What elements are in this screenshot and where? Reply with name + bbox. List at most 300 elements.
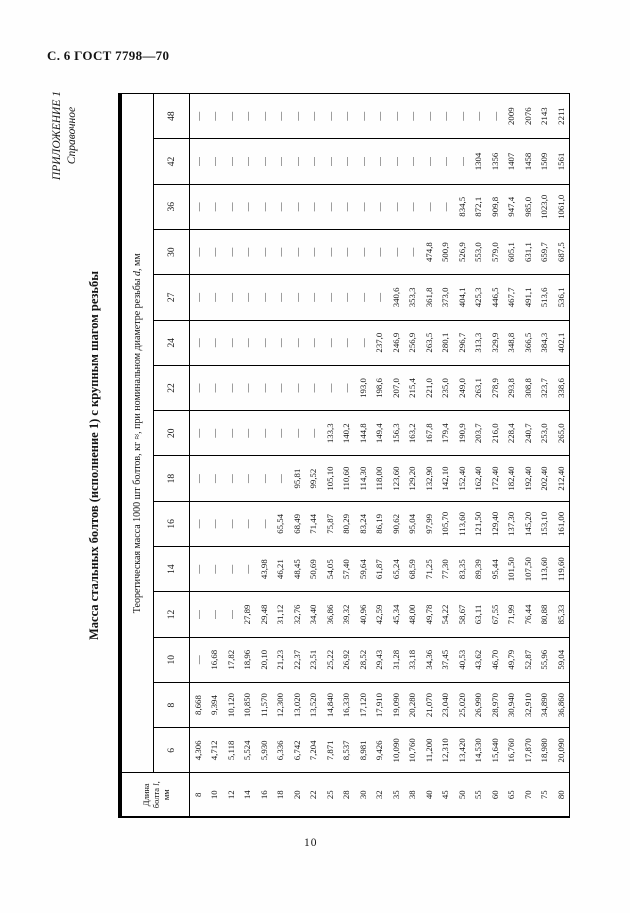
table-row [371, 94, 388, 818]
diameter-header-cell: 18 [154, 456, 190, 501]
mass-cell: 39,32 [338, 592, 355, 637]
mass-cell: 43,62 [470, 637, 487, 682]
mass-cell: 10,850 [239, 682, 256, 727]
mass-cell: 687,5 [553, 229, 570, 274]
mass-cell: 40,53 [454, 637, 471, 682]
diameter-header-cell: 16 [154, 501, 190, 546]
mass-cell: 119,60 [553, 547, 570, 592]
mass-cell: — [355, 184, 372, 229]
corner-line1: Длина [140, 783, 151, 807]
mass-cell: 129,20 [404, 456, 421, 501]
mass-cell: 192,40 [520, 456, 537, 501]
mass-cell: 216,0 [487, 411, 504, 456]
mass-cell: — [289, 320, 306, 365]
table-row [239, 94, 256, 818]
mass-cell: — [272, 411, 289, 456]
mass-cell: 133,3 [322, 411, 339, 456]
mass-cell: — [454, 139, 471, 184]
mass-cell: — [388, 184, 405, 229]
mass-cell: 373,0 [437, 275, 454, 320]
mass-cell: 474,8 [421, 229, 438, 274]
page-header: С. 6 ГОСТ 7798—70 [47, 48, 170, 63]
mass-cell: 20,090 [553, 728, 570, 773]
mass-cell: 23,51 [305, 637, 322, 682]
mass-cell: 4,306 [190, 728, 207, 773]
mass-cell: — [388, 94, 405, 139]
mass-cell: 95,81 [289, 456, 306, 501]
table-row [503, 94, 520, 818]
mass-cell: — [355, 94, 372, 139]
mass-cell: — [355, 275, 372, 320]
mass-cell: 366,5 [520, 320, 537, 365]
mass-cell: 179,4 [437, 411, 454, 456]
mass-cell: — [338, 139, 355, 184]
mass-cell: 156,3 [388, 411, 405, 456]
mass-cell: 909,8 [487, 184, 504, 229]
mass-cell: 26,990 [470, 682, 487, 727]
mass-cell: 90,62 [388, 501, 405, 546]
table-row [388, 94, 405, 818]
mass-cell: 22,37 [289, 637, 306, 682]
table-row [338, 94, 355, 818]
mass-cell: 10,120 [223, 682, 240, 727]
mass-cell: 59,04 [553, 637, 570, 682]
mass-cell: 23,040 [437, 682, 454, 727]
mass-cell: — [355, 139, 372, 184]
mass-cell: — [437, 94, 454, 139]
mass-cell: 97,99 [421, 501, 438, 546]
mass-cell: 71,25 [421, 547, 438, 592]
mass-cell: 18,980 [536, 728, 553, 773]
table-row [454, 94, 471, 818]
mass-cell: 152,40 [454, 456, 471, 501]
mass-cell: — [190, 94, 207, 139]
mass-cell: 123,60 [388, 456, 405, 501]
mass-cell: 425,3 [470, 275, 487, 320]
mass-cell: — [206, 184, 223, 229]
mass-cell: 14,840 [322, 682, 339, 727]
mass-cell: — [289, 184, 306, 229]
mass-cell: 49,78 [421, 592, 438, 637]
mass-cell: 5,524 [239, 728, 256, 773]
mass-cell: — [338, 365, 355, 410]
mass-cell: 293,8 [503, 365, 520, 410]
mass-cell: 190,9 [454, 411, 471, 456]
mass-cell: 1061,0 [553, 184, 570, 229]
length-cell: 80 [553, 773, 570, 817]
mass-cell: — [487, 94, 504, 139]
mass-cell: 16,760 [503, 728, 520, 773]
mass-cell: — [190, 139, 207, 184]
mass-cell: 36,86 [322, 592, 339, 637]
mass-cell: — [256, 94, 273, 139]
mass-cell: — [223, 456, 240, 501]
mass-cell: — [305, 229, 322, 274]
mass-cell: 5,930 [256, 728, 273, 773]
mass-cell: 61,87 [371, 547, 388, 592]
mass-cell: — [206, 592, 223, 637]
mass-cell: 240,7 [520, 411, 537, 456]
mass-cell: — [289, 139, 306, 184]
mass-cell: — [421, 184, 438, 229]
mass-cell: 467,7 [503, 275, 520, 320]
mass-cell: — [272, 365, 289, 410]
table-row [223, 94, 240, 818]
diameter-header-cell: 8 [154, 682, 190, 727]
mass-cell: — [371, 229, 388, 274]
mass-cell: — [470, 94, 487, 139]
mass-cell: 17,120 [355, 682, 372, 727]
table-row [536, 94, 553, 818]
mass-cell: 33,18 [404, 637, 421, 682]
mass-cell: — [355, 320, 372, 365]
mass-cell: — [338, 229, 355, 274]
mass-cell: — [289, 229, 306, 274]
mass-cell: 37,45 [437, 637, 454, 682]
mass-cell: — [289, 365, 306, 410]
mass-cell: 28,52 [355, 637, 372, 682]
mass-cell: 215,4 [404, 365, 421, 410]
mass-cell: 237,0 [371, 320, 388, 365]
span-header-var-d: d [132, 270, 143, 276]
mass-cell: — [305, 184, 322, 229]
mass-cell: 21,070 [421, 682, 438, 727]
mass-cell: 101,50 [503, 547, 520, 592]
mass-cell: 323,7 [536, 365, 553, 410]
mass-cell: 353,3 [404, 275, 421, 320]
mass-cell: — [289, 275, 306, 320]
mass-cell: 10,090 [388, 728, 405, 773]
mass-cell: — [289, 94, 306, 139]
mass-cell: 256,9 [404, 320, 421, 365]
mass-cell: 48,00 [404, 592, 421, 637]
length-cell: 10 [206, 773, 223, 817]
mass-cell: 14,530 [470, 728, 487, 773]
mass-cell: 526,9 [454, 229, 471, 274]
mass-cell: 71,44 [305, 501, 322, 546]
mass-cell: 18,96 [239, 637, 256, 682]
mass-cell: 65,24 [388, 547, 405, 592]
mass-cell: — [223, 501, 240, 546]
mass-cell: — [206, 411, 223, 456]
mass-cell: 68,59 [404, 547, 421, 592]
header-row-diameters [154, 94, 190, 818]
mass-cell: 8,668 [190, 682, 207, 727]
mass-cell: — [388, 139, 405, 184]
mass-cell: 384,3 [536, 320, 553, 365]
mass-cell: 338,6 [553, 365, 570, 410]
mass-cell: 85,33 [553, 592, 570, 637]
appendix-label [50, 91, 80, 180]
mass-cell: — [322, 139, 339, 184]
mass-cell: — [190, 229, 207, 274]
mass-cell: — [338, 94, 355, 139]
mass-cell: — [190, 320, 207, 365]
mass-cell: 348,8 [503, 320, 520, 365]
mass-cell: 13,420 [454, 728, 471, 773]
appendix-line2: Справочное [66, 106, 78, 165]
mass-cell: 55,96 [536, 637, 553, 682]
mass-cell: — [239, 184, 256, 229]
mass-cell: 193,0 [355, 365, 372, 410]
mass-cell: 34,890 [536, 682, 553, 727]
mass-cell: 536,1 [553, 275, 570, 320]
mass-cell: — [239, 320, 256, 365]
mass-cell: 1356 [487, 139, 504, 184]
mass-cell: 17,910 [371, 682, 388, 727]
mass-cell: — [239, 94, 256, 139]
mass-cell: — [239, 501, 256, 546]
diameter-header-cell: 42 [154, 139, 190, 184]
span-header-mass [120, 94, 154, 774]
mass-cell: 45,34 [388, 592, 405, 637]
mass-cell: 110,60 [338, 456, 355, 501]
mass-cell: 129,40 [487, 501, 504, 546]
mass-cell: — [272, 320, 289, 365]
mass-cell: — [256, 411, 273, 456]
mass-cell: — [190, 456, 207, 501]
mass-cell: 27,89 [239, 592, 256, 637]
mass-cell: 121,50 [470, 501, 487, 546]
mass-cell: 8,537 [338, 728, 355, 773]
mass-cell: 340,6 [388, 275, 405, 320]
mass-cell: 605,1 [503, 229, 520, 274]
mass-cell: — [190, 592, 207, 637]
mass-cell: 1509 [536, 139, 553, 184]
mass-cell: — [190, 184, 207, 229]
mass-cell: 947,4 [503, 184, 520, 229]
length-cell: 35 [388, 773, 405, 817]
mass-cell: — [223, 184, 240, 229]
mass-cell: — [305, 411, 322, 456]
mass-cell: — [305, 139, 322, 184]
mass-cell: 1304 [470, 139, 487, 184]
mass-cell: 58,67 [454, 592, 471, 637]
mass-cell: — [305, 365, 322, 410]
mass-cell: 20,280 [404, 682, 421, 727]
mass-cell: 167,8 [421, 411, 438, 456]
table-row [437, 94, 454, 818]
mass-cell: 228,4 [503, 411, 520, 456]
mass-cell: 153,10 [536, 501, 553, 546]
mass-cell: 162,40 [470, 456, 487, 501]
mass-cell: 9,426 [371, 728, 388, 773]
mass-cell: — [239, 365, 256, 410]
mass-cell: — [272, 94, 289, 139]
mass-cell: — [322, 229, 339, 274]
mass-cell: 296,7 [454, 320, 471, 365]
mass-cell: 361,8 [421, 275, 438, 320]
mass-cell: — [338, 275, 355, 320]
mass-cell: — [206, 229, 223, 274]
mass-cell: 172,40 [487, 456, 504, 501]
mass-cell: 132,90 [421, 456, 438, 501]
mass-cell: — [223, 365, 240, 410]
mass-cell: — [239, 275, 256, 320]
mass-cell: 34,36 [421, 637, 438, 682]
mass-cell: 404,1 [454, 275, 471, 320]
mass-cell: — [256, 501, 273, 546]
mass-cell: 40,96 [355, 592, 372, 637]
mass-cell: 76,44 [520, 592, 537, 637]
mass-cell: — [223, 320, 240, 365]
mass-cell: 11,570 [256, 682, 273, 727]
mass-cell: 17,82 [223, 637, 240, 682]
mass-cell: 36,860 [553, 682, 570, 727]
length-cell: 8 [190, 773, 207, 817]
mass-cell: 86,19 [371, 501, 388, 546]
mass-cell: — [404, 229, 421, 274]
mass-cell: — [206, 456, 223, 501]
mass-cell: 1561 [553, 139, 570, 184]
mass-cell: 144,8 [355, 411, 372, 456]
table-row [305, 94, 322, 818]
mass-cell: 446,5 [487, 275, 504, 320]
bolt-mass-table [118, 93, 570, 818]
mass-cell: — [272, 229, 289, 274]
mass-cell: — [206, 320, 223, 365]
diameter-header-cell: 24 [154, 320, 190, 365]
mass-cell: — [223, 229, 240, 274]
length-cell: 55 [470, 773, 487, 817]
mass-cell: 46,21 [272, 547, 289, 592]
mass-cell: 253,0 [536, 411, 553, 456]
corner-line2b: , [150, 781, 161, 784]
diameter-header-cell: 48 [154, 94, 190, 139]
mass-cell: — [256, 275, 273, 320]
mass-cell: 63,11 [470, 592, 487, 637]
page-number: 10 [304, 837, 318, 849]
mass-cell: — [305, 320, 322, 365]
table-title: Масса стальных болтов (исполнение 1) с крупным шагом резьбы [87, 270, 101, 641]
diameter-header-cell: 6 [154, 728, 190, 773]
mass-cell: 985,0 [520, 184, 537, 229]
mass-cell: — [272, 275, 289, 320]
length-cell: 28 [338, 773, 355, 817]
corner-header-length [120, 773, 190, 817]
mass-cell: — [206, 547, 223, 592]
mass-cell: 11,200 [421, 728, 438, 773]
length-cell: 14 [239, 773, 256, 817]
mass-cell: — [338, 320, 355, 365]
mass-cell: 30,940 [503, 682, 520, 727]
table-row [206, 94, 223, 818]
mass-cell: 29,43 [371, 637, 388, 682]
mass-cell: 54,05 [322, 547, 339, 592]
mass-cell: 402,1 [553, 320, 570, 365]
length-cell: 45 [437, 773, 454, 817]
mass-cell: — [305, 275, 322, 320]
mass-cell: 513,6 [536, 275, 553, 320]
mass-cell: — [454, 94, 471, 139]
mass-cell: 221,0 [421, 365, 438, 410]
table-row [289, 94, 306, 818]
mass-cell: 12,300 [272, 682, 289, 727]
length-cell: 38 [404, 773, 421, 817]
mass-cell: 95,44 [487, 547, 504, 592]
mass-cell: 54,22 [437, 592, 454, 637]
mass-cell: 308,8 [520, 365, 537, 410]
mass-cell: 105,10 [322, 456, 339, 501]
mass-cell: — [239, 411, 256, 456]
table-row [470, 94, 487, 818]
length-cell: 20 [289, 773, 306, 817]
length-cell: 70 [520, 773, 537, 817]
mass-cell: — [223, 411, 240, 456]
header-row-1 [120, 94, 154, 818]
length-cell: 50 [454, 773, 471, 817]
length-cell: 30 [355, 773, 372, 817]
diameter-header-cell: 20 [154, 411, 190, 456]
mass-cell: 500,9 [437, 229, 454, 274]
mass-cell: 13,020 [289, 682, 306, 727]
mass-cell: 59,64 [355, 547, 372, 592]
mass-cell: 50,69 [305, 547, 322, 592]
mass-cell: — [272, 139, 289, 184]
length-cell: 60 [487, 773, 504, 817]
mass-cell: — [256, 139, 273, 184]
mass-cell: 21,23 [272, 637, 289, 682]
mass-cell: 7,204 [305, 728, 322, 773]
table-row [322, 94, 339, 818]
mass-cell: 659,7 [536, 229, 553, 274]
mass-cell: 579,0 [487, 229, 504, 274]
rotated-table-block [50, 85, 575, 860]
mass-cell: — [256, 365, 273, 410]
mass-cell: 42,59 [371, 592, 388, 637]
mass-cell: 9,394 [206, 682, 223, 727]
mass-cell: — [223, 592, 240, 637]
mass-cell: 1458 [520, 139, 537, 184]
table-row [553, 94, 570, 818]
mass-cell: 4,712 [206, 728, 223, 773]
mass-cell: — [289, 411, 306, 456]
mass-cell: — [371, 94, 388, 139]
mass-cell: — [206, 94, 223, 139]
mass-cell: — [239, 229, 256, 274]
mass-cell: 107,50 [520, 547, 537, 592]
mass-cell: 2009 [503, 94, 520, 139]
span-header-units: , мм [132, 253, 143, 271]
table-row [256, 94, 273, 818]
length-cell: 25 [322, 773, 339, 817]
mass-cell: 631,1 [520, 229, 537, 274]
mass-cell: 2143 [536, 94, 553, 139]
mass-cell: — [239, 139, 256, 184]
mass-cell: 1407 [503, 139, 520, 184]
mass-cell: 6,742 [289, 728, 306, 773]
mass-cell: 99,52 [305, 456, 322, 501]
diameter-header-cell: 14 [154, 547, 190, 592]
mass-cell: — [223, 275, 240, 320]
mass-cell: — [272, 184, 289, 229]
diameter-header-cell: 22 [154, 365, 190, 410]
mass-cell: 203,7 [470, 411, 487, 456]
mass-cell: 48,45 [289, 547, 306, 592]
mass-cell: — [322, 320, 339, 365]
mass-cell: 15,640 [487, 728, 504, 773]
mass-cell: 16,330 [338, 682, 355, 727]
mass-cell: — [371, 139, 388, 184]
mass-cell: 113,60 [536, 547, 553, 592]
table-row [355, 94, 372, 818]
mass-cell: 25,22 [322, 637, 339, 682]
mass-cell: — [371, 275, 388, 320]
mass-cell: 149,4 [371, 411, 388, 456]
mass-cell: 80,29 [338, 501, 355, 546]
mass-cell: 280,1 [437, 320, 454, 365]
table-row [421, 94, 438, 818]
